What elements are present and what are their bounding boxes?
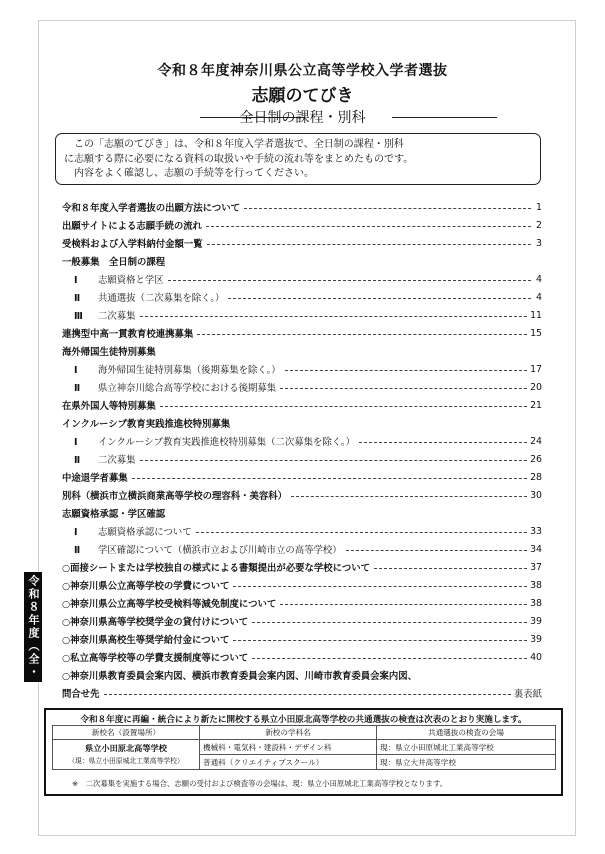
document-subtitle: 令和８年度神奈川県公立高等学校入学者選抜 <box>157 63 448 79</box>
toc-leader <box>206 226 531 227</box>
toc-entry <box>62 488 542 502</box>
toc-entry-number: Ⅰ <box>74 437 78 448</box>
table-header: 新校の学科名 <box>200 726 377 740</box>
toc-entry <box>62 614 542 628</box>
table-header: 新校名（設置場所） <box>53 726 200 740</box>
toc-entry-label: ○面接シートまたは学校独自の様式による書類提出が必要な学校について <box>62 563 370 574</box>
toc-entry-label: Ⅱ 学区確認について（横浜市立および川崎市立の高等学校） <box>62 542 342 556</box>
toc-entry <box>62 524 542 538</box>
toc-page-number: 24 <box>530 435 542 447</box>
toc-leader <box>196 532 527 533</box>
toc-entry-label: ○神奈川県公立高等学校の学費について <box>62 581 230 592</box>
toc-entry-number: Ⅱ <box>74 455 81 466</box>
toc-entry-label: 一般募集 全日制の課程 <box>62 257 166 268</box>
toc-entry <box>62 542 542 556</box>
toc-entry <box>62 398 542 412</box>
toc-entry-label: Ⅲ 二次募集 <box>62 308 136 322</box>
toc-page-number: 17 <box>530 363 542 375</box>
intro-line: この「志願のてびき」は、令和８年度入学者選抜で、全日制の課程・別科 <box>74 139 404 150</box>
toc-leader <box>140 316 528 317</box>
dept-cell: 普通科（クリエイティブスクール） <box>200 755 377 770</box>
toc-leader <box>346 550 527 551</box>
toc-entry-number: Ⅰ <box>74 275 78 286</box>
toc-entry <box>62 326 542 340</box>
toc-entry-label: Ⅱ 県立神奈川総合高等学校における後期募集 <box>62 380 276 394</box>
toc-entry-number: Ⅱ <box>74 545 81 556</box>
toc-page-number: 39 <box>530 615 542 627</box>
intro-line: 内容をよく確認し、志願の手続等を行ってください。 <box>74 168 314 179</box>
toc-entry-label: 問合せ先 <box>62 689 100 700</box>
toc-entry-number: Ⅰ <box>74 527 78 538</box>
toc-leader <box>132 478 527 479</box>
toc-leader <box>140 460 528 461</box>
toc-page-number: 15 <box>530 327 542 339</box>
toc-entry <box>62 290 542 304</box>
toc-page-number: 21 <box>530 399 542 411</box>
toc-entry <box>62 560 542 574</box>
toc-leader <box>160 406 527 407</box>
toc-entry <box>62 272 542 286</box>
notice-footnote: ※ 二次募集を実施する場合、志願の受付および検査等の会場は、現：県立小田原城北工業高等学校となります。 <box>72 779 448 788</box>
toc-entry-label: Ⅰ インクルーシブ教育実践推進校特別募集（二次募集を除く。） <box>62 434 355 448</box>
toc-leader <box>280 388 527 389</box>
toc-entry-label: ○神奈川県教育委員会案内図、横浜市教育委員会案内図、川崎市教育委員会案内図、 <box>62 671 418 682</box>
toc-page-number: 4 <box>536 273 542 285</box>
toc-entry <box>62 686 542 700</box>
toc-leader <box>359 442 527 443</box>
toc-entry-label: 海外帰国生徒特別募集 <box>62 347 156 358</box>
toc-page-number: 4 <box>536 291 542 303</box>
toc-entry <box>62 650 542 664</box>
school-name: 県立小田原北高等学校 <box>85 742 167 753</box>
toc-entry <box>62 362 542 376</box>
toc-page-number: 26 <box>530 453 542 465</box>
toc-entry-number: Ⅰ <box>74 365 78 376</box>
toc-entry <box>62 668 542 682</box>
toc-entry-number: Ⅲ <box>74 311 83 322</box>
toc-entry-number: Ⅱ <box>74 293 81 304</box>
toc-page-number: 40 <box>530 651 542 663</box>
toc-leader <box>291 496 527 497</box>
toc-entry <box>62 506 542 520</box>
toc-page-number: 38 <box>530 597 542 609</box>
toc-leader <box>197 334 527 335</box>
toc-page-number: 37 <box>530 561 542 573</box>
toc-entry <box>62 200 542 214</box>
toc-page-number: 38 <box>530 579 542 591</box>
toc-entry-label: 別科（横浜市立横浜商業高等学校の理容科・美容科） <box>62 491 288 502</box>
toc-entry-label: ○私立高等学校等の学費支援制度等について <box>62 653 249 664</box>
toc-entry-label: 令和８年度入学者選抜の出願方法について <box>62 203 240 214</box>
toc-entry-number: Ⅱ <box>74 383 81 394</box>
toc-leader <box>104 694 511 695</box>
toc-leader <box>233 640 527 641</box>
toc-entry-label: ○神奈川県公立高等学校受検料等減免制度について <box>62 599 277 610</box>
side-tab: 令和８年度（全・別） <box>24 572 42 682</box>
toc-entry <box>62 632 542 646</box>
school-cell <box>53 740 200 770</box>
toc-entry-label: Ⅱ 共通選抜（二次募集を除く。） <box>62 290 224 304</box>
toc-leader <box>244 208 531 209</box>
toc-entry-label: インクルーシブ教育実践推進校特別募集 <box>62 419 231 430</box>
toc-entry <box>62 470 542 484</box>
toc-entry <box>62 416 542 430</box>
venue-cell: 現：県立小田原城北工業高等学校 <box>377 740 556 755</box>
toc-page-number: 30 <box>530 489 542 501</box>
toc-page-number: 34 <box>530 543 542 555</box>
toc-leader <box>233 586 527 587</box>
toc-leader <box>252 658 527 659</box>
toc-leader <box>168 280 531 281</box>
notice-table <box>52 725 556 770</box>
toc-entry-label: Ⅰ 志願資格と学区 <box>62 272 164 286</box>
toc-page-number: 33 <box>530 525 542 537</box>
toc-entry <box>62 578 542 592</box>
toc-page-number: 28 <box>530 471 542 483</box>
toc-page-number: 20 <box>530 381 542 393</box>
toc-entry <box>62 236 542 250</box>
toc-entry-label: 連携型中高一貫教育校連携募集 <box>62 329 194 340</box>
toc-entry <box>62 308 542 322</box>
venue-cell: 現：県立大井高等学校 <box>377 755 556 770</box>
toc-entry-label: 志願資格承認・学区確認 <box>62 509 166 520</box>
toc-page-number: 39 <box>530 633 542 645</box>
toc-entry-label: Ⅱ 二次募集 <box>62 452 136 466</box>
toc-leader <box>252 622 527 623</box>
table-header: 共通選抜の検査の会場 <box>377 726 556 740</box>
toc-leader <box>374 568 527 569</box>
intro-box <box>55 133 541 185</box>
school-location: （現：県立小田原城北工業高等学校） <box>68 756 184 765</box>
toc-page-number: 3 <box>536 237 542 249</box>
toc-entry <box>62 344 542 358</box>
toc-entry <box>62 452 542 466</box>
toc-entry-label: 中途退学者募集 <box>62 473 128 484</box>
toc-entry-label: 在県外国人等特別募集 <box>62 401 156 412</box>
dept-cell: 機械科・電気科・建設科・デザイン科 <box>200 740 377 755</box>
notice-title: 令和８年度に再編・統合により新たに開校する県立小田原北高等学校の共通選抜の検査は次表のとおり実施します。 <box>80 715 527 725</box>
toc-page-number: 2 <box>536 219 542 231</box>
toc-page-number: 裏表紙 <box>513 689 542 700</box>
course-title: 全日制の課程・別科 <box>239 110 366 126</box>
toc-entry <box>62 218 542 232</box>
toc-leader <box>228 298 531 299</box>
toc-entry-label: 出願サイトによる志願手続の流れ <box>62 221 202 232</box>
toc-leader <box>285 370 527 371</box>
toc-entry-label: 受検料および入学料納付金額一覧 <box>62 239 203 250</box>
toc-entry <box>62 254 542 268</box>
toc-leader <box>207 244 531 245</box>
document-title: 志願のてびき <box>251 86 354 106</box>
toc-entry <box>62 596 542 610</box>
toc-entry-label: Ⅰ 志願資格承認について <box>62 524 192 538</box>
intro-line: に志願する際に必要になる資料の取扱いや手続の流れ等をまとめたものです。 <box>64 153 414 165</box>
toc-entry <box>62 380 542 394</box>
toc-entry-label: Ⅰ 海外帰国生徒特別募集（後期募集を除く。） <box>62 362 281 376</box>
toc-leader <box>280 604 527 605</box>
toc-entry <box>62 434 542 448</box>
title-rule-right <box>392 117 497 118</box>
toc-page-number: 1 <box>536 201 542 213</box>
toc-entry-label: ○神奈川県高等学校奨学金の貸付けについて <box>62 617 249 628</box>
toc-entry-label: ○神奈川県高校生等奨学給付金について <box>62 635 230 646</box>
toc-page-number: 11 <box>530 309 542 321</box>
